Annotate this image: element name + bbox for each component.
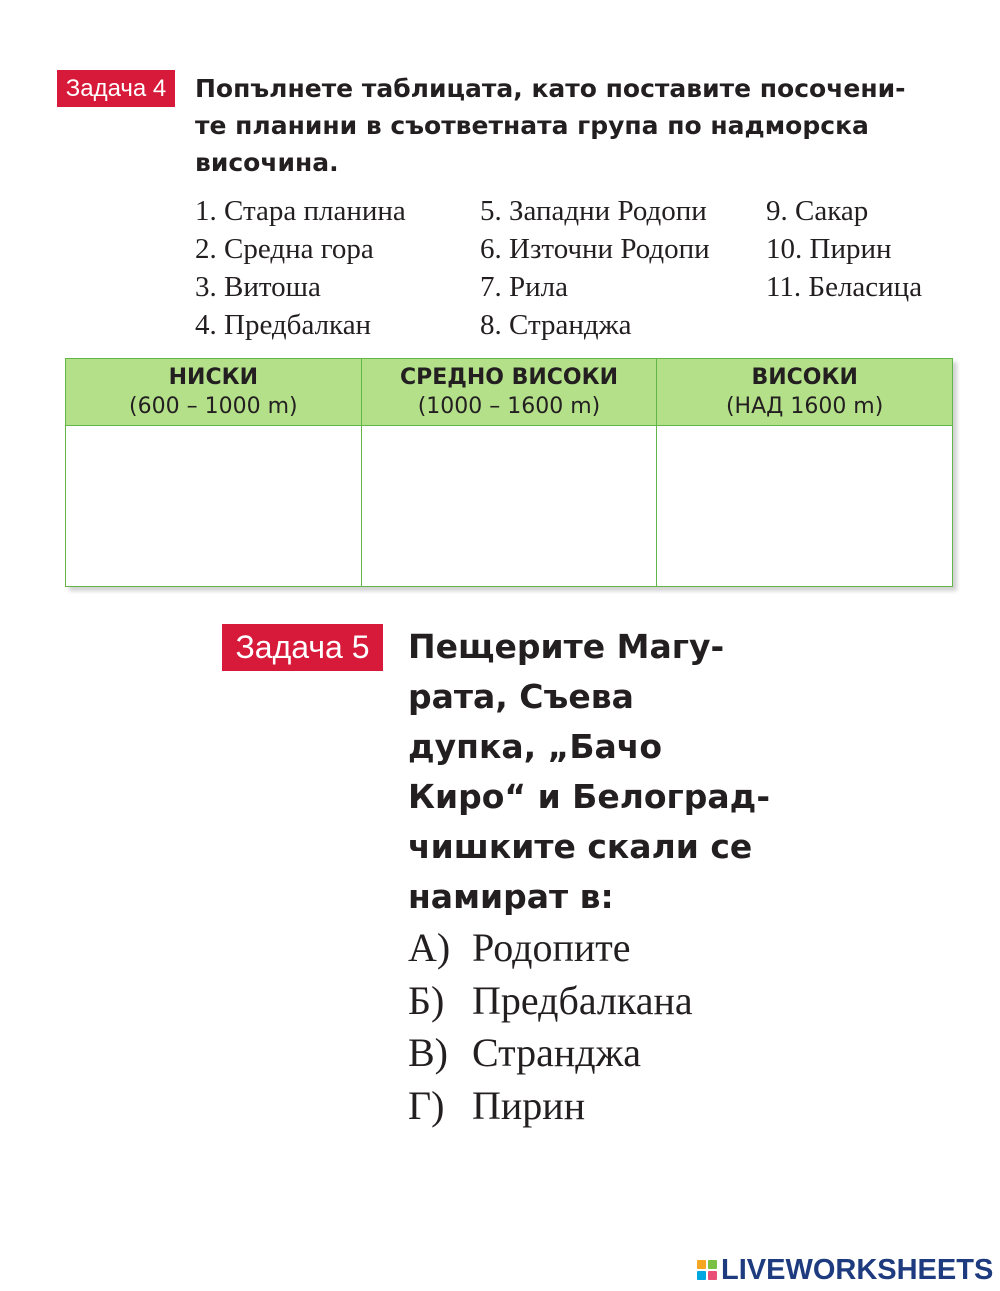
answer-cell-medium[interactable] [361,426,657,587]
mountain-item: 2. Средна гора [195,233,374,265]
option-text: Предбалкана [472,977,693,1023]
answer-cell-high[interactable] [657,426,953,587]
answer-option-a[interactable] [408,922,693,975]
mountain-item: 1. Стара планина [195,195,406,227]
option-letter: А) [408,925,451,970]
answer-options [408,922,693,1132]
mountain-item: 10. Пирин [766,233,892,265]
task-5-prompt [408,622,788,922]
logo-text: LIVEWORKSHEETS [721,1253,994,1286]
mountain-item: 3. Витоша [195,271,321,303]
task-4-prompt-line: височина. [195,148,339,177]
header-range: (1000 – 1600 m) [417,394,601,419]
option-text: Пирин [472,1082,586,1128]
task-5-prompt-line: дупка, „Бачо [408,727,663,766]
header-high [657,359,953,426]
answer-option-g[interactable] [408,1080,693,1133]
mountain-item: 9. Сакар [766,195,869,227]
logo-square [708,1271,717,1280]
mountain-item: 5. Западни Родопи [480,195,707,227]
header-name: НИСКИ [168,365,259,390]
logo-square [708,1260,717,1269]
header-low [66,359,362,426]
task-5-prompt-line: Киро“ и Белоград- [408,777,771,816]
task-4-prompt-line: Попълнете таблицата, като поставите посочени- [195,74,906,103]
header-range: (НАД 1600 m) [725,394,884,419]
logo-square [697,1271,706,1280]
task-4-prompt [195,70,965,181]
header-name: СРЕДНО ВИСОКИ [399,365,619,390]
header-range: (600 – 1000 m) [129,394,298,419]
task-5-prompt-line: намират в: [408,877,614,916]
mountain-item: 7. Рила [480,271,568,303]
option-letter: Б) [408,977,445,1023]
task-5-prompt-line: Пещерите Магу- [408,627,725,666]
option-text: Странджа [472,1030,642,1075]
mountain-list-column-1 [195,192,406,344]
mountain-item: 4. Предбалкан [195,309,372,341]
table-answer-row [66,426,953,587]
header-medium [361,359,657,426]
task-5-prompt-line: рата, Съева [408,677,634,716]
answer-cell-low[interactable] [66,426,362,587]
task-4-prompt-line: те планини в съответната група по надморска [195,111,869,140]
option-letter: Г) [408,1082,445,1128]
task-5-label: Задача 5 [222,624,383,671]
mountain-list-column-3 [766,192,922,306]
mountain-item: 11. Беласица [766,271,923,303]
logo-grid-icon [697,1260,717,1280]
answer-option-v[interactable] [408,1027,693,1080]
task-4-label: Задача 4 [57,70,175,107]
option-letter: В) [408,1030,448,1075]
logo-square [697,1260,706,1269]
answer-option-b[interactable] [408,975,693,1028]
mountain-list-column-2 [480,192,710,344]
mountain-item: 8. Странджа [480,309,632,341]
header-name: ВИСОКИ [751,365,858,390]
table-header-row [66,359,953,426]
liveworksheets-logo [697,1255,993,1285]
mountain-item: 6. Източни Родопи [480,233,710,265]
altitude-table [65,358,953,587]
option-text: Родопите [472,925,631,970]
task-5-prompt-line: чишките скали се [408,827,753,866]
